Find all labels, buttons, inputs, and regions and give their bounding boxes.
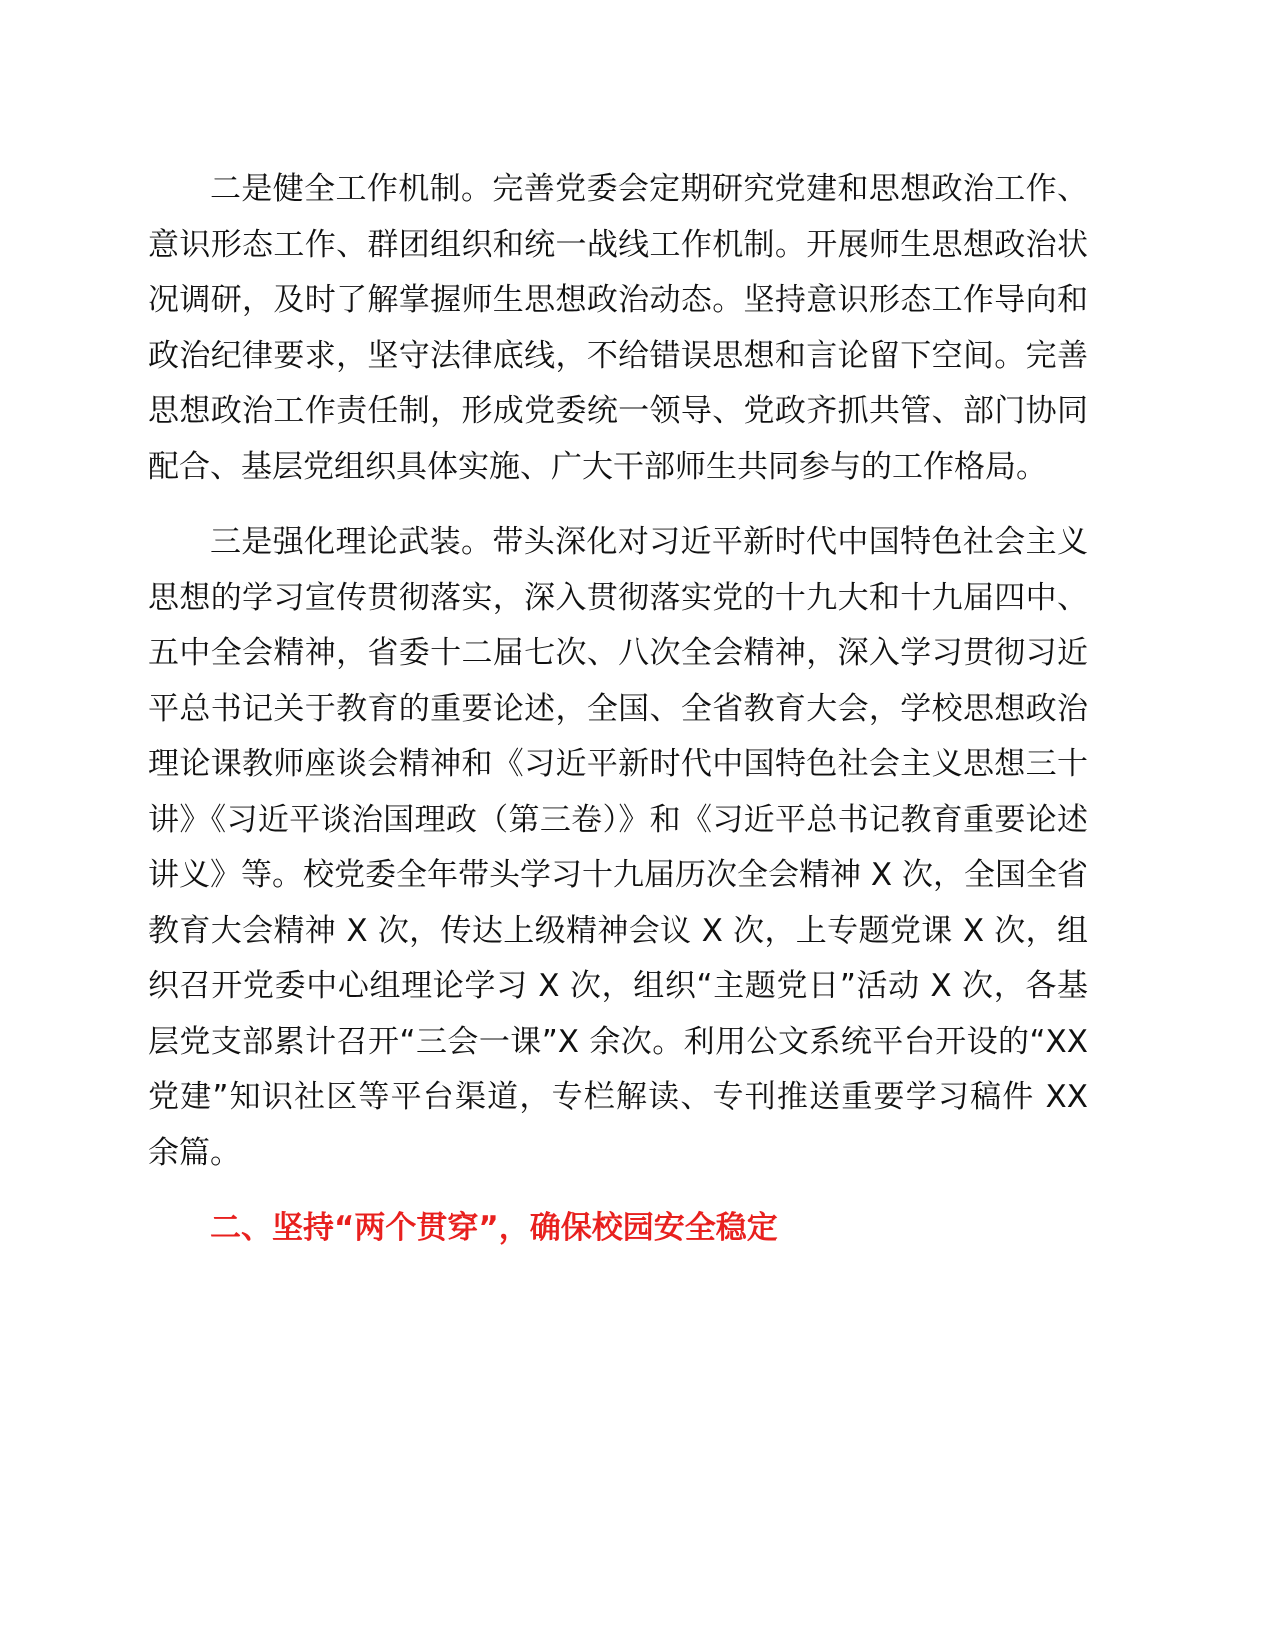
section-heading: 二、坚持“两个贯穿”，确保校园安全稳定 — [210, 1210, 778, 1246]
document-page — [148, 162, 1088, 1257]
paragraph-theory-study: 三是强化理论武装。带头深化对习近平新时代中国特色社会主义思想的学习宣传贯彻落实，深入贯彻落实党的十九大和十九届四中、五中全会精神，省委十二届七次、八次全会精神，深入学习贯彻习近平总书记关于教育的重要论述，全国、全省教育大会，学校思想政治理论课教师座谈会精神和《习近平新时代中国特色社会主义思想三十讲》《习近平谈治国理政（第三卷）》和《习近平总书记教育重要论述讲义》等。校党委全年带头学习十九届历次全会精神 X 次，全国全省教育大会精神 X 次，传达上级精神会议 X 次，上专题党课 X 次，组织召开党委中心组理论学习 X 次，组织“主题党日”活动 X 次，各基层党支部累计召开“三会一课”X 余次。利用公文系统平台开设的“XX 党建”知识社区等平台渠道，专栏解读、专刊推送重要学习稿件 XX 余篇。 — [148, 524, 1088, 1171]
paragraph-work-mechanism: 二是健全工作机制。完善党委会定期研究党建和思想政治工作、意识形态工作、群团组织和统一战线工作机制。开展师生思想政治状况调研，及时了解掌握师生思想政治动态。坚持意识形态工作导向和政治纪律要求，坚守法律底线，不给错误思想和言论留下空间。完善思想政治工作责任制，形成党委统一领导、党政齐抓共管、部门协同配合、基层党组织具体实施、广大干部师生共同参与的工作格局。 — [148, 171, 1088, 485]
